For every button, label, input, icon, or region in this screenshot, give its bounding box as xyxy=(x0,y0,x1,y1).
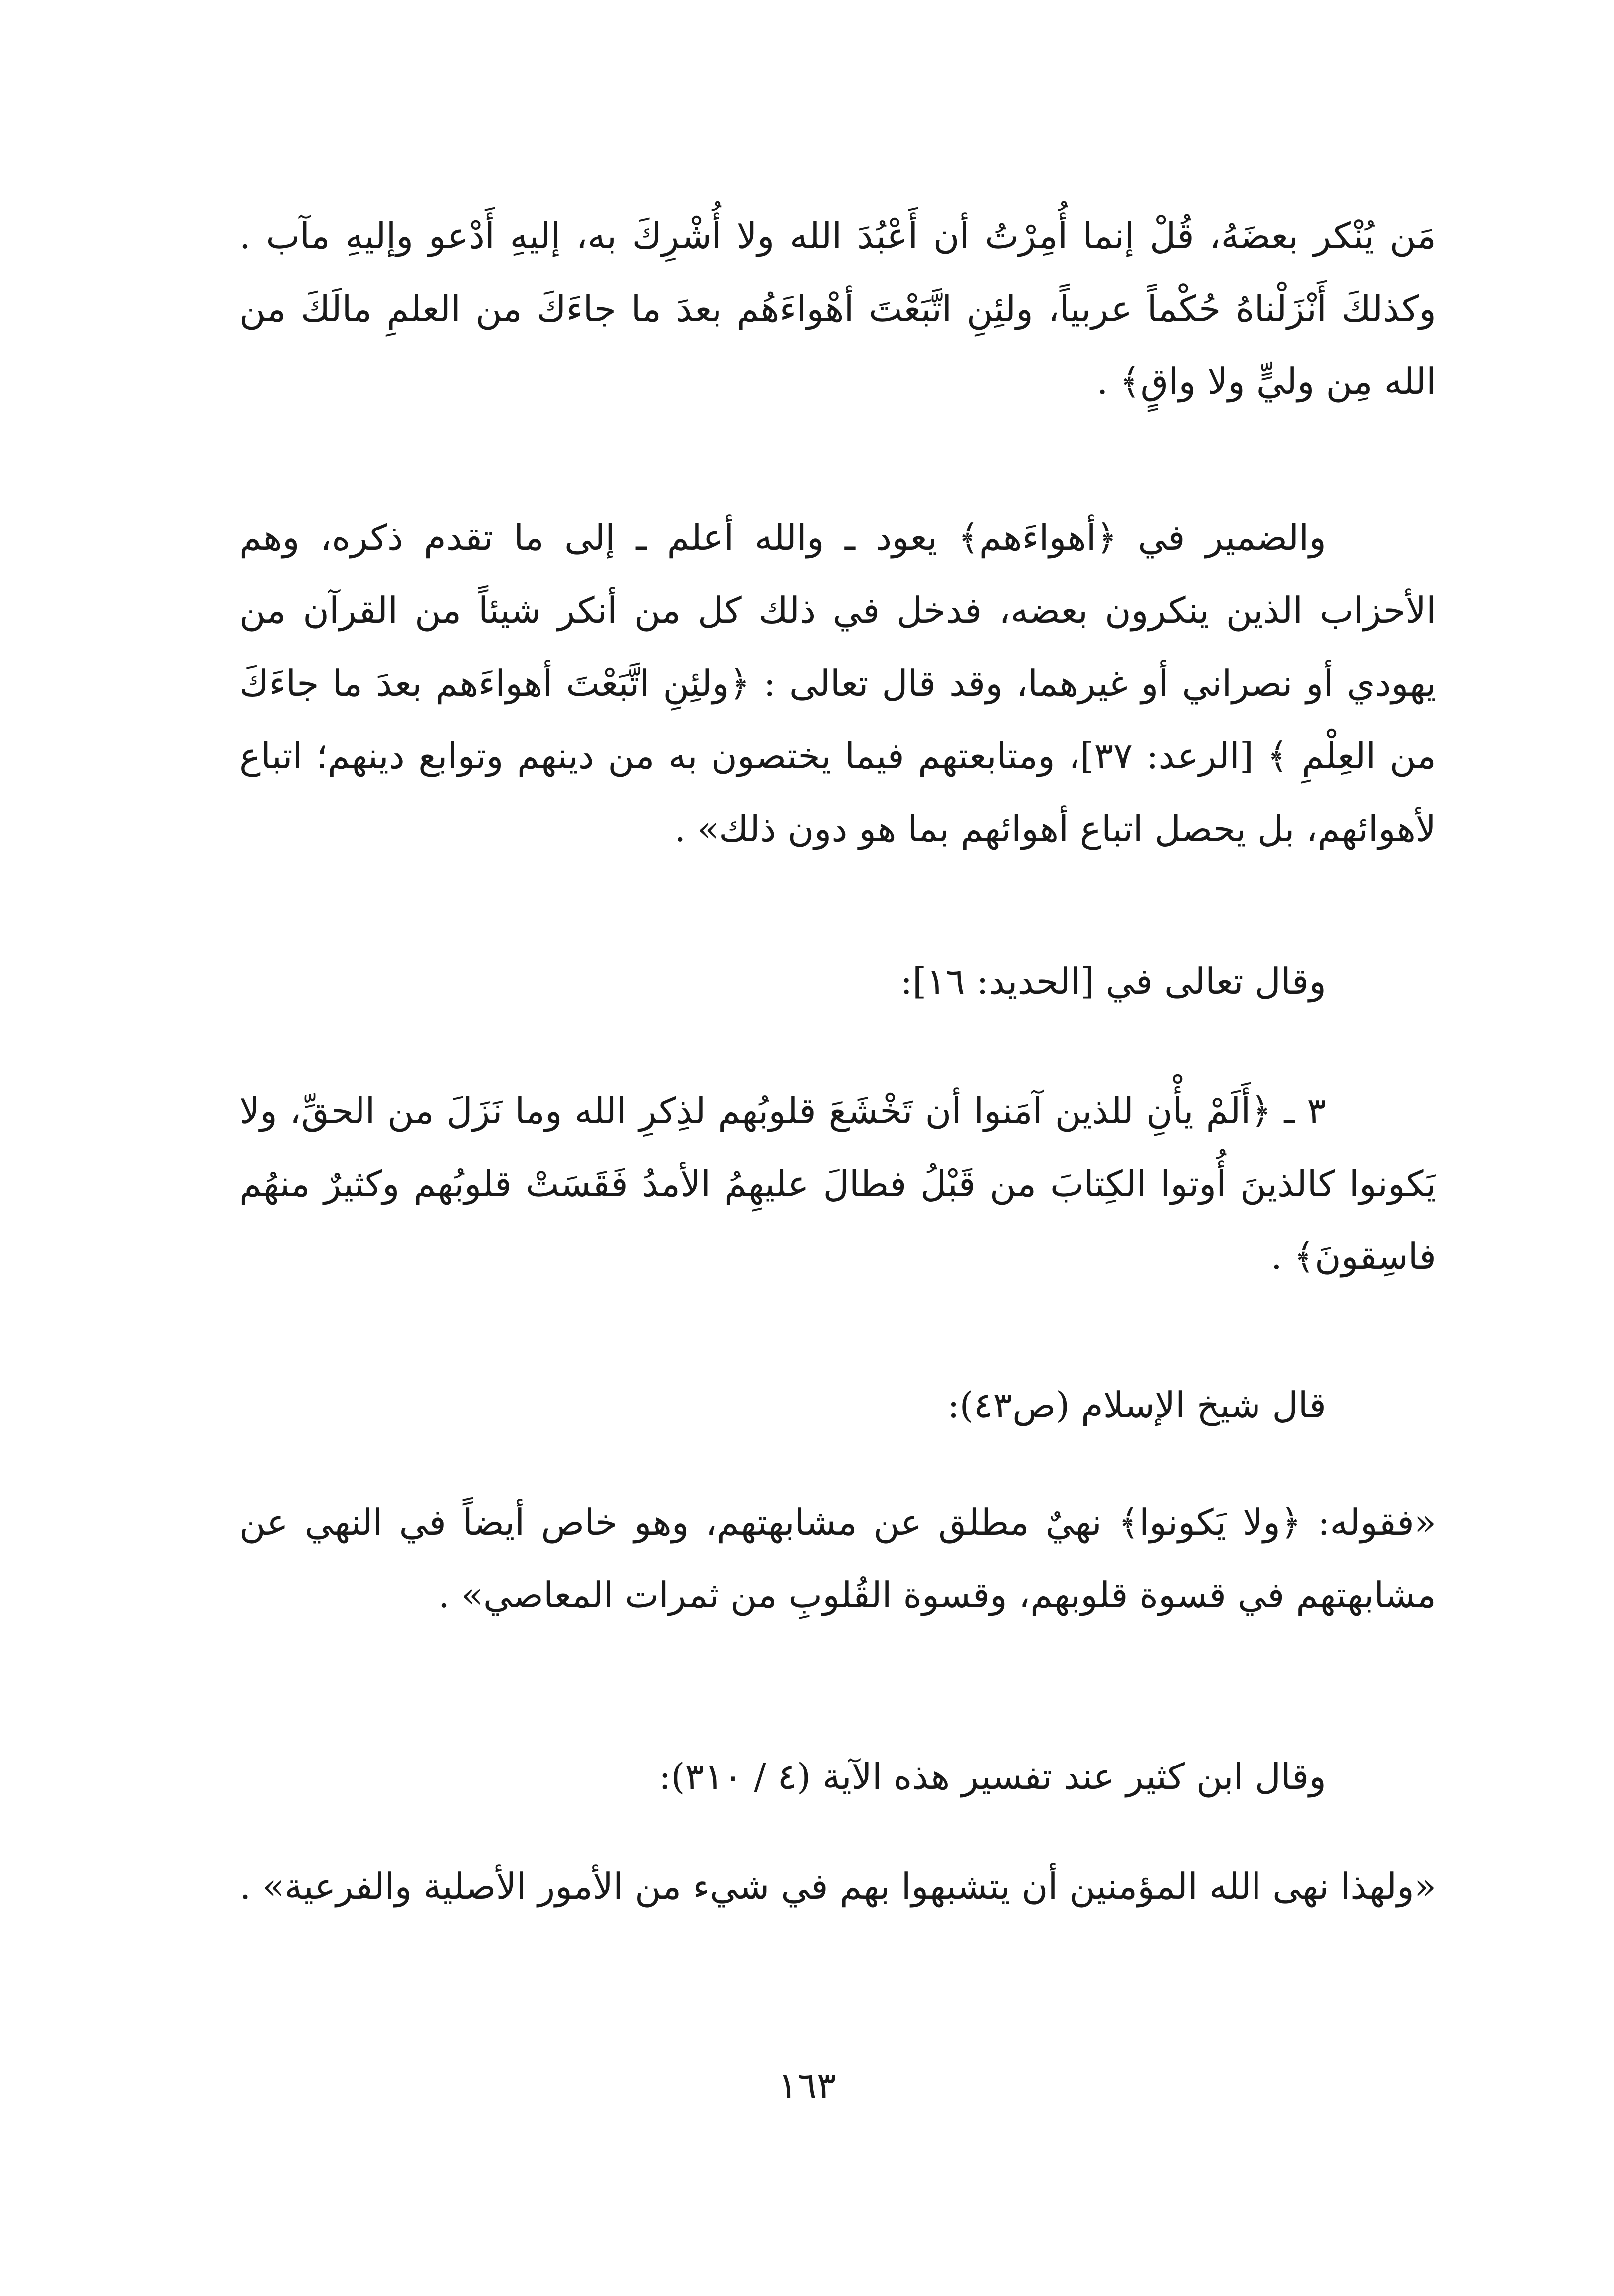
ibn-kathir-quote: «ولهذا نهى الله المؤمنين أن يتشبهوا بهم في شيء من الأمور الأصلية والفرعية» . xyxy=(239,1865,1436,1907)
quran-verse-continuation: مَن يُنْكر بعضَهُ، قُلْ إنما أُمِرْتُ أن أَعْبُدَ الله ولا أُشْرِكَ به، إليهِ أَدْعو وإليهِ مآب . وكذلكَ أَنْزَلْناهُ حُكْماً عربياً، ولئِنِ اتَّبَعْتَ أهْواءَهُم بعدَ ما جاءَكَ من العلمِ مالَكَ من الله مِن وليٍّ ولا واقٍ﴾ . xyxy=(239,215,1436,402)
sheikh-al-islam-quote: «فقوله: ﴿ولا يَكونوا﴾ نهيٌ مطلق عن مشابهتهم، وهو خاص أيضاً في النهي عن مشابهتهم في قسوة قلوبهم، وقسوة القُلوبِ من ثمرات المعاصي» . xyxy=(239,1501,1436,1616)
verse-reference-heading: وقال تعالى في [الحديد: ١٦]: xyxy=(900,960,1326,1002)
page-number: ١٦٣ xyxy=(778,2064,836,2106)
citation-ibn-kathir: وقال ابن كثير عند تفسير هذه الآية (٤ / ٣١٠): xyxy=(659,1756,1326,1797)
quran-verse-3: ٣ ـ ﴿أَلَمْ يأْنِ للذين آمَنوا أن تَخْشَعَ قلوبُهم لذِكرِ الله وما نَزَلَ من الحقِّ، ولا يَكونوا كالذينَ أُوتوا الكِتابَ من قَبْلُ فطالَ عليهِمُ الأمدُ فَقَسَتْ قلوبُهم وكثيرٌ منهُم فاسِقونَ﴾ . xyxy=(239,1090,1436,1277)
citation-sheikh-al-islam: قال شيخ الإسلام (ص٤٣): xyxy=(947,1384,1326,1426)
commentary-paragraph: والضمير في ﴿أهواءَهم﴾ يعود ـ والله أعلم ـ إلى ما تقدم ذكره، وهم الأحزاب الذين ينكرون بعضه، فدخل في ذلك كل من أنكر شيئاً من القرآن من يهودي أو نصراني أو غيرهما، وقد قال تعالى : ﴿ولئِنِ اتَّبَعْتَ أهواءَهم بعدَ ما جاءَكَ من العِلْمِ ﴾ [الرعد: ٣٧]، ومتابعتهم فيما يختصون به من دينهم وتوابع دينهم؛ اتباع لأهوائهم، بل يحصل اتباع أهوائهم بما هو دون ذلك» . xyxy=(239,517,1436,850)
